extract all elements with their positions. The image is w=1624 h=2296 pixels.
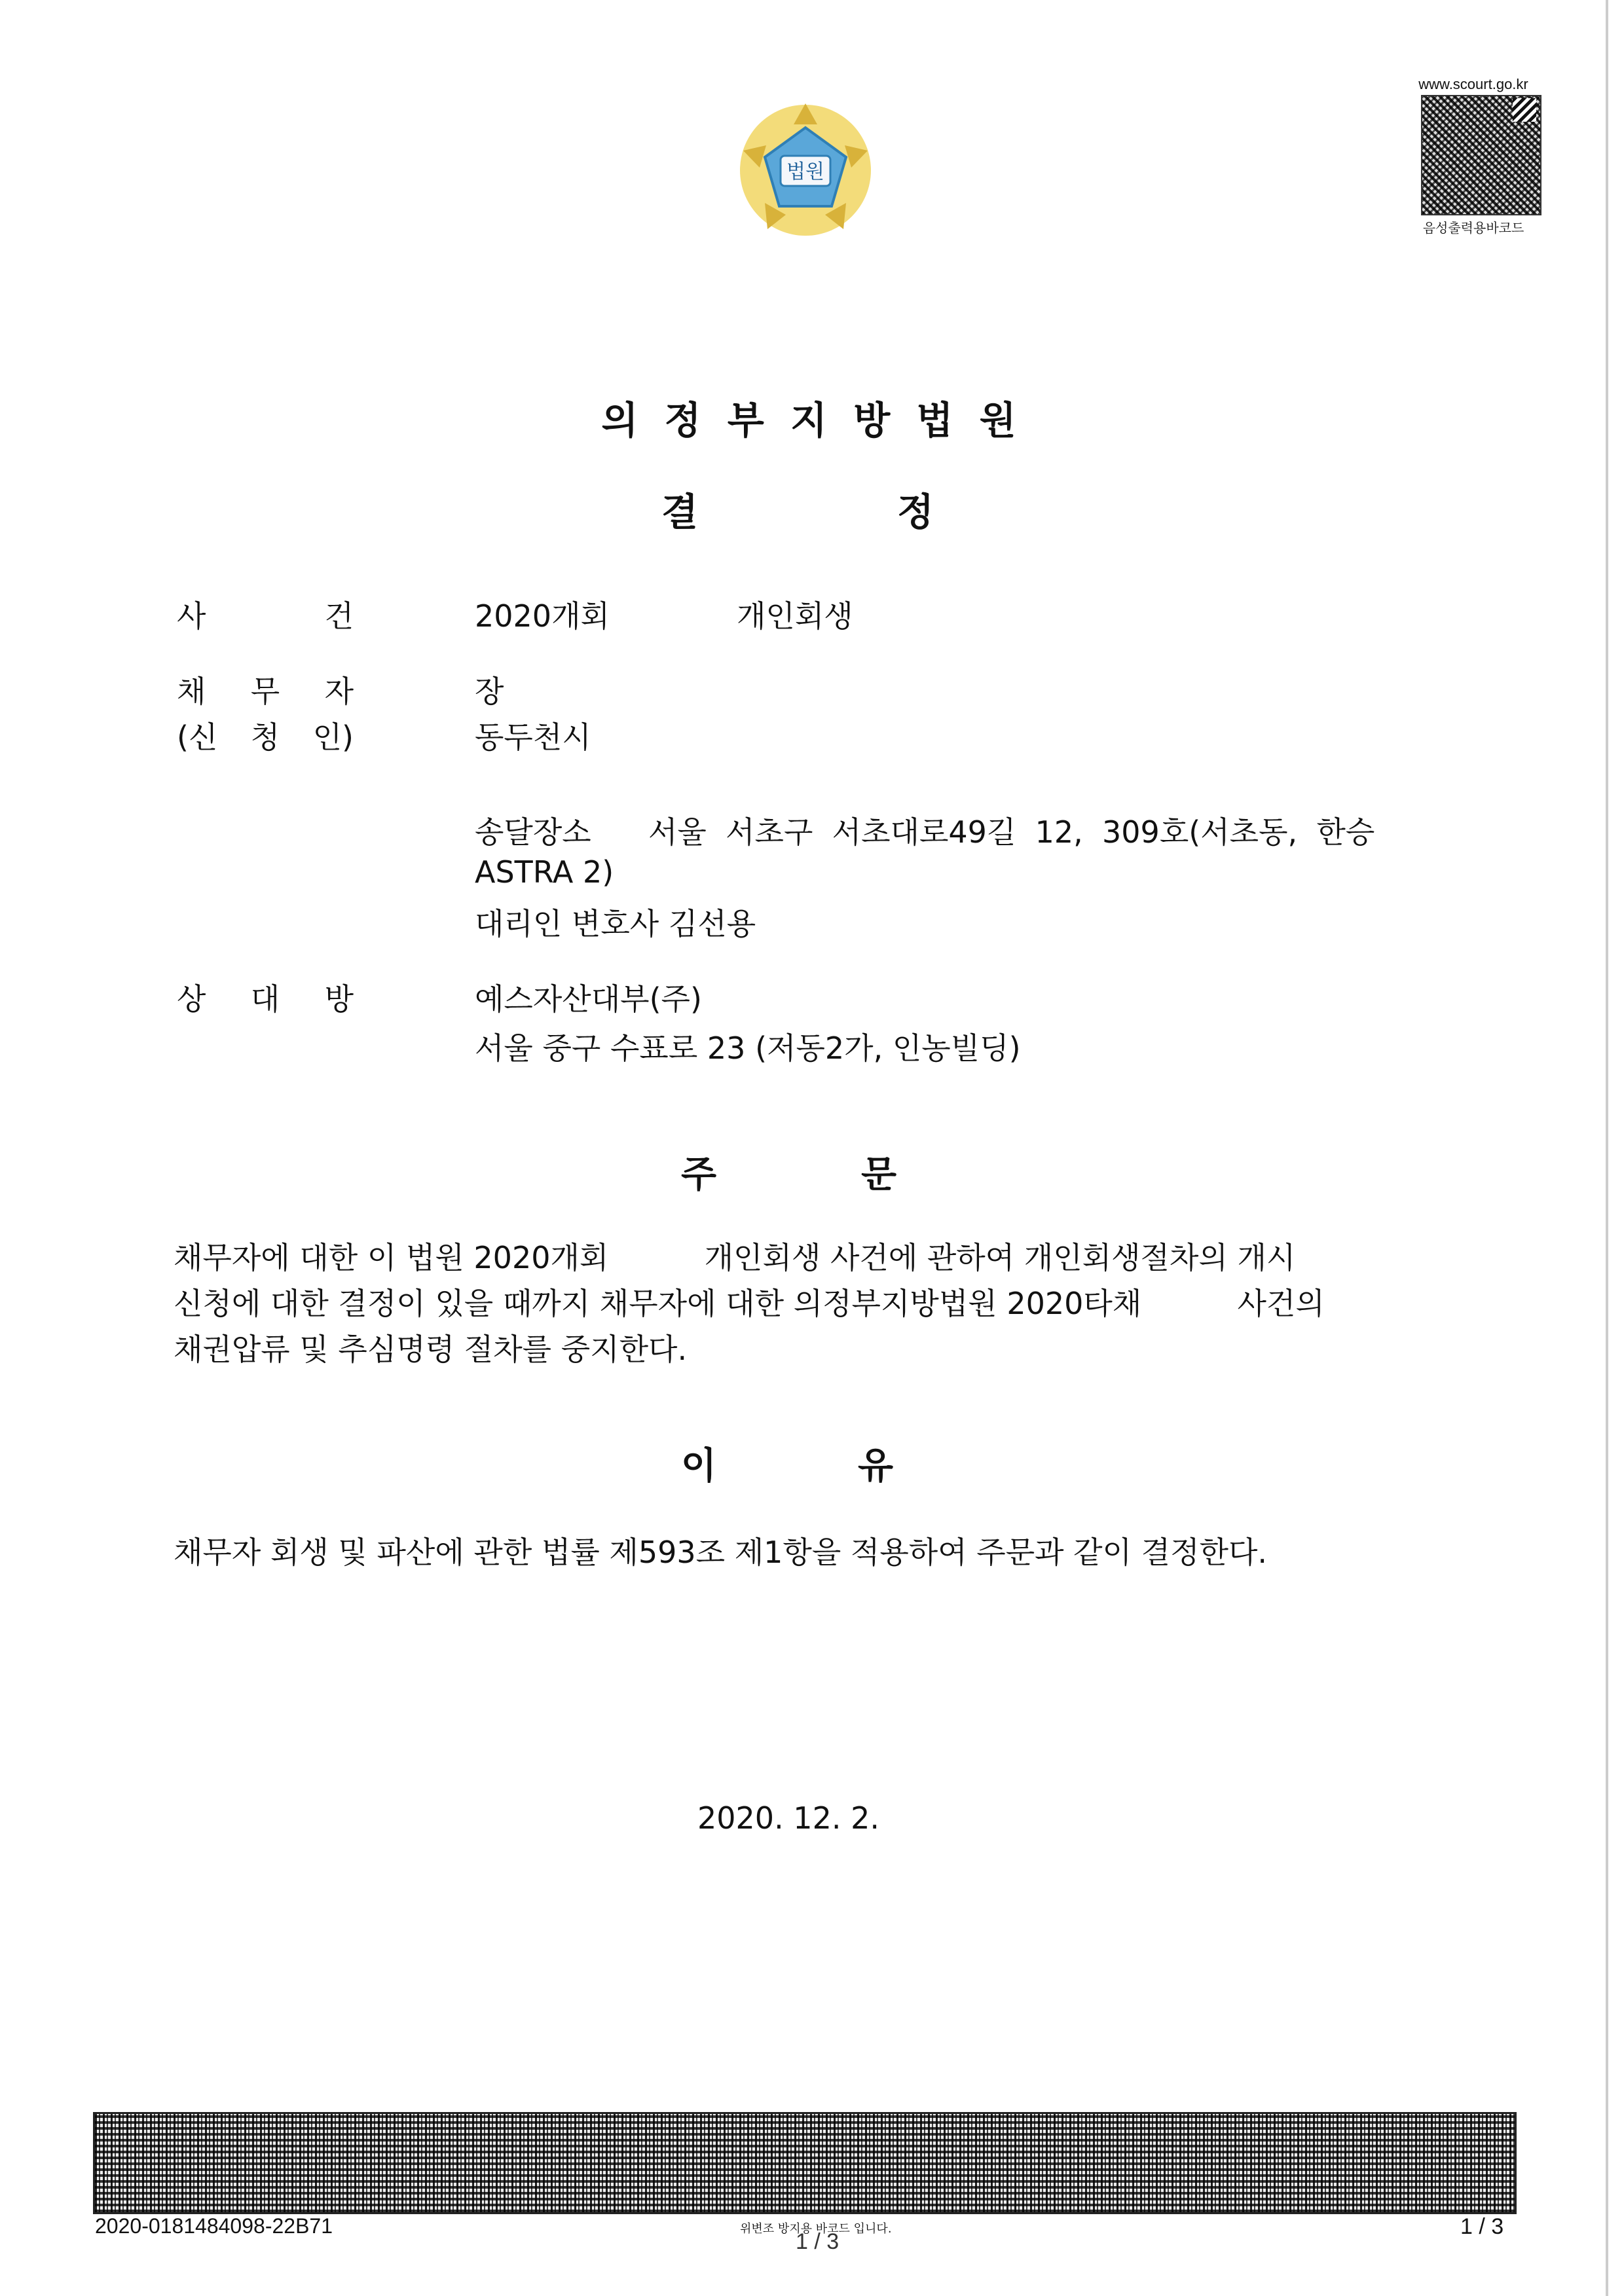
- debtor-label: 채 무 자: [177, 674, 354, 709]
- reason-text: 채무자 회생 및 파산에 관한 법률 제593조 제1항을 적용하여 주문과 같이 결정한다.: [174, 1535, 1268, 1570]
- order-line-1: 채무자에 대한 이 법원 2020개회 개인회생 사건에 관하여 개인회생절차의 개시: [174, 1240, 1296, 1275]
- anti-forgery-barcode: [93, 2112, 1517, 2214]
- order-title-char-1: 주: [681, 1154, 717, 1196]
- reason-title-char-1: 이: [681, 1445, 717, 1487]
- delivery-address: 서울 서초구 서초대로49길 12, 309호(서초동, 한승: [648, 814, 1375, 850]
- debtor-name: 장: [475, 674, 504, 709]
- scan-edge: [1606, 0, 1608, 2296]
- qr-corner-mark: [1513, 98, 1536, 122]
- reason-title-char-2: 유: [858, 1445, 894, 1487]
- delivery-address-line2: ASTRA 2): [475, 854, 614, 890]
- doc-title-char-2: 정: [897, 490, 934, 534]
- emblem-text: 법원: [786, 160, 824, 183]
- doc-title-char-1: 결: [661, 490, 699, 534]
- case-number: 2020개회: [475, 598, 610, 634]
- debtor-address: 동두천시: [475, 720, 591, 755]
- counterparty-label: 상 대 방: [177, 981, 354, 1017]
- anti-forgery-note: 위변조 방지용 바코드 입니다.: [740, 2222, 892, 2236]
- order-title-char-2: 문: [861, 1154, 897, 1196]
- qr-caption: 음성출력용바코드: [1422, 220, 1524, 236]
- counterparty-name: 예스자산대부(주): [475, 981, 702, 1017]
- page-number-center: 1 / 3: [796, 2229, 840, 2254]
- court-emblem-icon: [733, 98, 877, 242]
- decision-date: 2020. 12. 2.: [697, 1800, 879, 1836]
- page-number-right: 1 / 3: [1460, 2214, 1504, 2239]
- order-line-2: 신청에 대한 결정이 있을 때까지 채무자에 대한 의정부지방법원 2020타채 사건의: [174, 1286, 1325, 1321]
- agent: 대리인 변호사 김선용: [475, 906, 756, 941]
- qr-url: www.scourt.go.kr: [1418, 76, 1528, 92]
- case-label: 사 건: [177, 598, 354, 634]
- delivery-label: 송달장소: [475, 814, 591, 850]
- document-id: 2020-0181484098-22B71: [95, 2214, 333, 2238]
- court-name: 의 정 부 지 방 법 원: [601, 398, 1023, 443]
- counterparty-address: 서울 중구 수표로 23 (저동2가, 인농빌딩): [475, 1030, 1021, 1066]
- applicant-label: (신 청 인): [177, 720, 354, 755]
- case-type: 개인회생: [737, 598, 853, 634]
- order-line-3: 채권압류 및 추심명령 절차를 중지한다.: [174, 1332, 688, 1367]
